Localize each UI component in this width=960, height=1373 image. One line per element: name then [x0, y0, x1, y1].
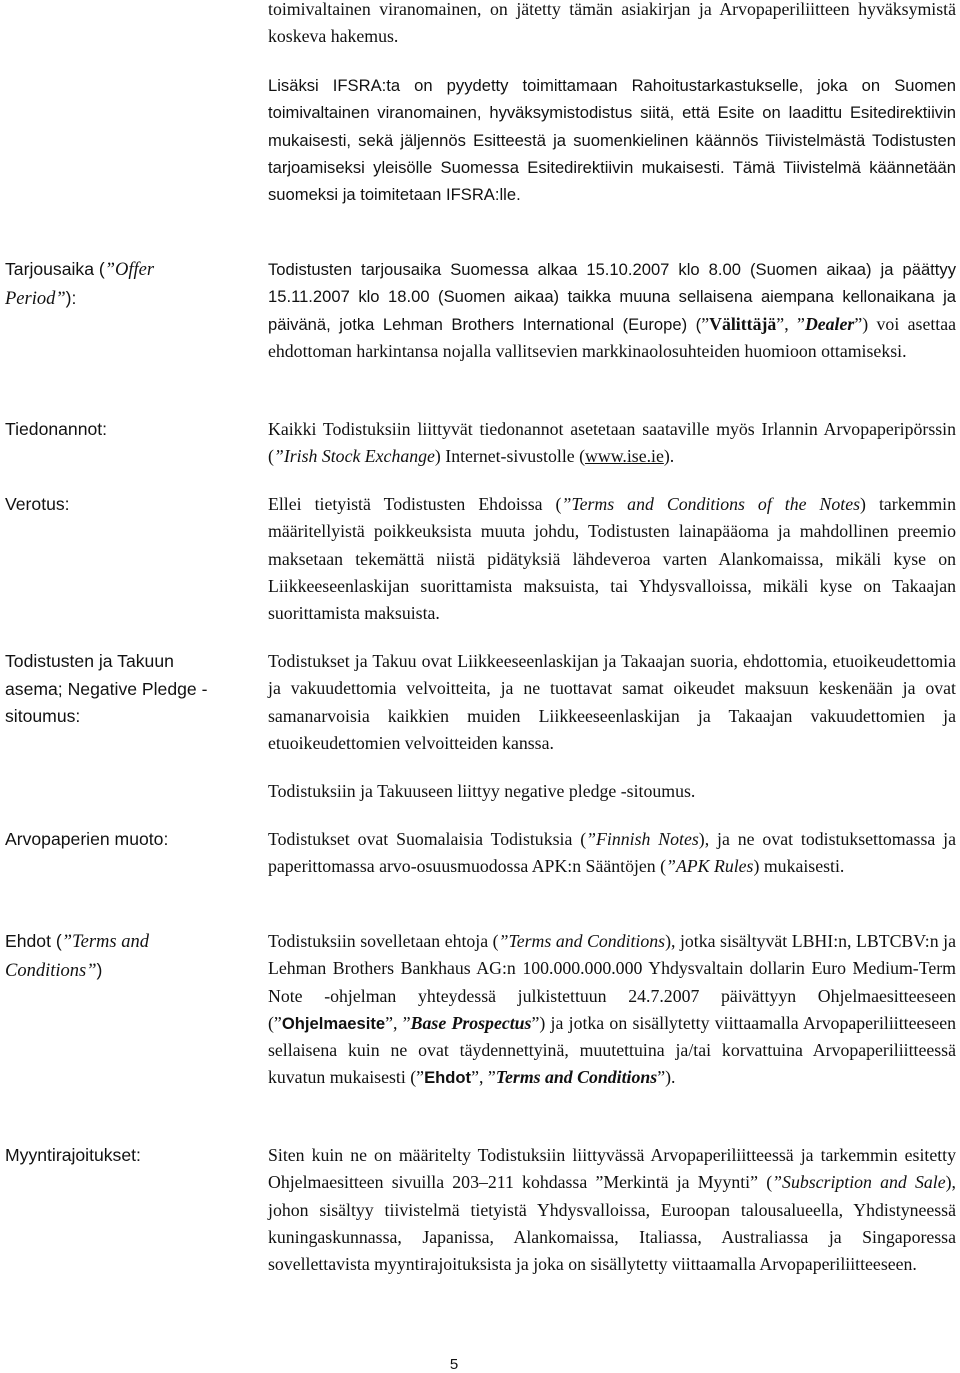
terms-text-b: Terms and Conditions: [508, 931, 666, 951]
ise-link[interactable]: www.ise.ie: [585, 446, 664, 467]
quote-mark: ”: [498, 931, 509, 951]
notices-label: Tiedonannot:: [5, 419, 108, 439]
form-label: Arvopaperien muoto:: [5, 829, 169, 849]
quote-mark: ”: [86, 960, 97, 981]
form-text-a: Todistukset ovat Suomalaisia Todistuksia (: [268, 829, 587, 849]
terms-text-f: Base Prospectus: [410, 1012, 532, 1033]
taxation-text: [268, 491, 956, 627]
page-number: 5: [449, 1356, 459, 1373]
offer-period-label-a: Tarjousaika (: [5, 259, 105, 279]
terms-text-k: ).: [665, 1067, 676, 1088]
terms-label-b: Terms and Conditions: [5, 932, 149, 981]
quote-mark: ”: [104, 260, 116, 280]
quote-mark: ”: [595, 1172, 604, 1193]
form-text-e: ) mukaisesti.: [753, 856, 845, 877]
terms-text-d: Ohjelmaesite: [281, 1013, 386, 1033]
offer-period-text-b: Välittäjä: [709, 313, 777, 334]
status-label: Todistusten ja Takuun asema; Negative Pledge -sitoumus:: [5, 651, 208, 727]
restrictions-text-c: (: [758, 1172, 773, 1193]
offer-period-label: [5, 256, 220, 313]
terms-paragraph: [268, 928, 956, 1092]
offer-period-text-d: Dealer: [804, 313, 855, 334]
restrictions-text-d: Subscription and Sale: [782, 1172, 946, 1193]
offer-period-text-a: Todistusten tarjousaika Suomessa alkaa 15.10.2007 klo 8.00 (Suomen aikaa) ja päättyy 15.11.2007 klo 18.00 (Suomen aikaa) taikka muuna sellaisena aiempana kellonaikana ja päivänä, jotka Lehman Brothers International (Europe) (: [268, 260, 956, 334]
terms-text-h: Ehdot: [424, 1068, 472, 1088]
terms-text: [268, 928, 956, 1092]
quote-mark: ”: [657, 1067, 666, 1088]
quote-mark: ”: [385, 1012, 394, 1033]
notices-paragraph: [268, 416, 956, 471]
quote-mark: ”: [416, 1067, 425, 1088]
offer-period-label-c: ):: [65, 287, 77, 308]
taxation-label: Verotus:: [5, 494, 70, 514]
taxation-paragraph: [268, 491, 956, 627]
status-text-2: [268, 778, 956, 805]
terms-text-j: Terms and Conditions: [495, 1067, 658, 1088]
taxation-text-c: ) tarkemmin määritellyistä poikkeuksista muuta johdu, Todistusten lainapääoma ja mahdollinen preemio maksetaan tekemättä niistä pidätyksiä lähdeveroa varten Alankomaissa, mikäli kyse on Liikkeeseenlaskijan suorittamista maksuista, tai Yhdysvalloissa, mikäli kyse on Takaajan suorittamista maksuista.: [268, 494, 956, 624]
quote-mark: ”: [531, 1012, 540, 1033]
intro-paragraph: [268, 72, 956, 208]
terms-text-g: ) ja jotka on sisällytetty viittaamalla Arvopaperiliitteeseen sellaisena kuin ne ovat täydennettyinä, muutettuina ja/tai korvattuina Arvopaperiliitteessä kuvatun mukaisesti (: [268, 1012, 957, 1088]
restrictions-text: [268, 1142, 956, 1278]
quote-mark: ”: [487, 1067, 496, 1088]
intro-continuation: [268, 0, 956, 51]
restrictions-text-b: Merkintä ja Myynti: [603, 1172, 751, 1193]
status-text: [268, 648, 956, 757]
form-text-b: Finnish Notes: [596, 829, 699, 849]
restrictions-text-e: ), johon sisältyy tiivistelmä tietyistä Yhdysvalloissa, Euroopan talousalueella, Yhdistyneessä kuningaskunnassa, Japanissa, Alankomaissa, Italiassa, Australiassa ja Singaporessa sovellettavista myyntirajoituksista ja joka on sisällytetty viittaamalla Arvopaperiliitteeseen.: [268, 1172, 956, 1275]
quote-mark: ”: [55, 288, 66, 309]
quote-mark: ”: [854, 313, 863, 334]
quote-mark: ”: [666, 856, 676, 877]
restrictions-label: Myyntirajoitukset:: [5, 1145, 141, 1165]
quote-mark: ”: [61, 932, 73, 952]
quote-mark: ”: [750, 1172, 759, 1193]
terms-label: [5, 928, 220, 985]
quote-mark: ”: [772, 1172, 783, 1193]
quote-mark: ”: [561, 494, 572, 514]
notices-text: [268, 416, 956, 471]
taxation-text-b: Terms and Conditions of the Notes: [571, 494, 861, 514]
offer-period-paragraph: [268, 256, 956, 365]
restrictions-text-a: Siten kuin ne on määritelty Todistuksiin liittyvässä Arvopaperiliitteessä ja tarkemmin esitetty Ohjelmaesitteen sivuilla 203–211 kohdassa: [268, 1145, 956, 1193]
quote-mark: ”: [701, 313, 710, 334]
taxation-text-a: Ellei tietyistä Todistusten Ehdoissa (: [268, 494, 562, 514]
form-paragraph: [268, 826, 956, 881]
notices-text-a: Kaikki Todistuksiin liittyvät tiedonannot asetetaan saataville myös Irlannin Arvopaperipörssin (: [268, 419, 956, 467]
quote-mark: ”: [471, 1067, 479, 1088]
offer-period-label-b: Offer Period: [5, 260, 155, 309]
offer-period-text-c: ,: [784, 313, 798, 334]
terms-label-c: ): [96, 959, 103, 980]
quote-mark: ”: [797, 313, 805, 334]
form-text-c: ), ja ne ovat todistuksettomassa ja paperittomassa arvo-osuusmuodossa APK:n Sääntöjen (: [268, 829, 956, 877]
terms-label-a: Ehdot (: [5, 931, 62, 951]
quote-mark: ”: [273, 446, 284, 467]
terms-text-c: ), jotka sisältyvät LBHI:n, LBTCBV:n ja Lehman Brothers Bankhaus AG:n 100.000.000.000 Yhdysvaltain dollarin Euro Medium-Term Note -ohjelman yhteydessä julkistettuun 24.7.2007 päivättyyn Ohjelmaesitteeseen (: [268, 931, 956, 1033]
offer-period-text-e: ) voi asettaa ehdottoman harkintansa nojalla vallitsevien markkinaolosuhteiden huomioon ottamiseksi.: [268, 313, 957, 361]
intro-paragraph-text: Lisäksi IFSRA:ta on pyydetty toimittamaan Rahoitustarkastukselle, joka on Suomen toimivaltainen viranomainen, hyväksymistodistus siitä, että Esite on laadittu Esitedirektiivin mukaisesti, sekä jäljennös Esitteestä ja suomenkielinen käännös Tiivistelmästä Todistusten tarjoamiseksi yleisölle Suomessa Esitedirektiivin mukaisesti. Tämä Tiivistelmä käännetään suomeksi ja toimitetaan IFSRA:lle.: [268, 76, 956, 205]
terms-text-a: Todistuksiin sovelletaan ehtoja (: [268, 931, 499, 951]
offer-period-text: [268, 256, 956, 365]
quote-mark: ”: [273, 1012, 282, 1033]
form-text-d: APK Rules: [675, 856, 754, 877]
quote-mark: ”: [586, 829, 597, 849]
notices-text-d: ).: [663, 446, 675, 467]
form-text: [268, 826, 956, 881]
quote-mark: ”: [402, 1012, 411, 1033]
quote-mark: ”: [776, 313, 785, 334]
intro-line: toimivaltainen viranomainen, on jätetty tämän asiakirjan ja Arvopaperiliitteen hyväksymistä koskeva hakemus.: [268, 0, 956, 47]
terms-text-i: ,: [478, 1067, 488, 1088]
restrictions-paragraph: [268, 1142, 956, 1278]
terms-text-e: ,: [393, 1012, 403, 1033]
status-paragraph-1: Todistukset ja Takuu ovat Liikkeeseenlaskijan ja Takaajan suoria, ehdottomia, etuoikeudettomia ja vakuudettomia velvoitteita, ja ne tuottavat samat oikeudet maksuun keskenään ja ovat samanarvoisia kaikkien muiden Liikkeeseenlaskijan ja Takaajan vakuudettomien ja etuoikeudettomien velvoitteiden kanssa.: [268, 651, 956, 753]
notices-text-b: Irish Stock Exchange: [283, 446, 435, 467]
status-paragraph-2: Todistuksiin ja Takuuseen liittyy negative pledge -sitoumus.: [268, 781, 696, 801]
notices-text-c: ) Internet-sivustolle (: [434, 446, 586, 467]
